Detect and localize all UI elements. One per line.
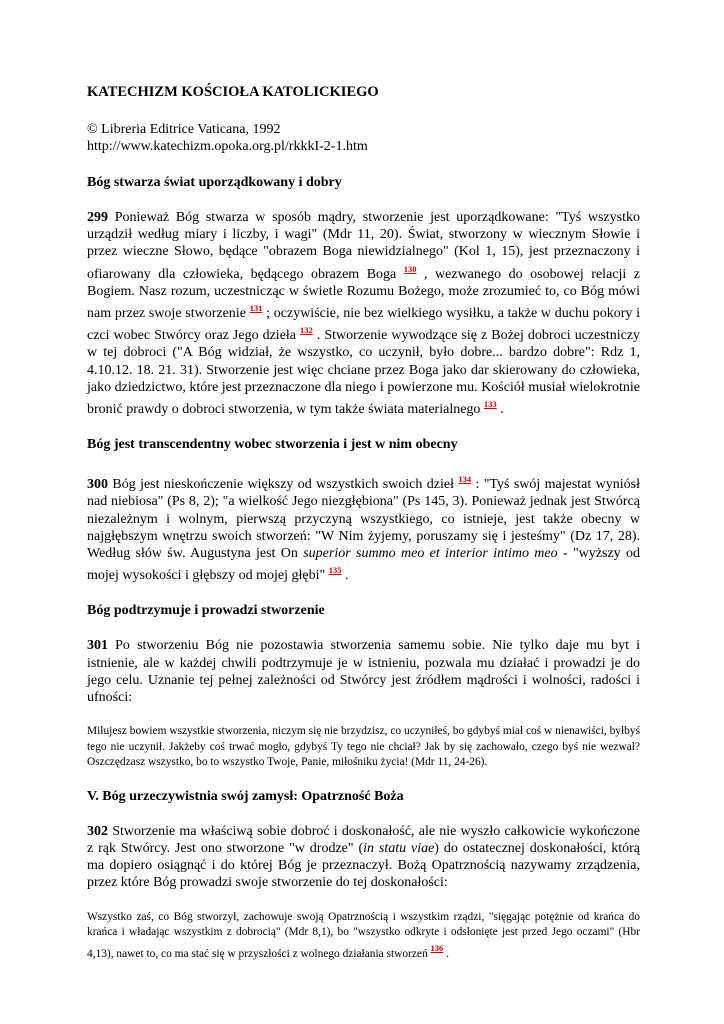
quote-text: Wszystko zaś, co Bóg stworzył, zachowuje swoją Opatrznością i wszystkim rządzi, "sięgając potężnie od krańca do krańca i władając wszystkim z dobrocią" (Mdr 8,1), bo "wszystko odkryte i odsłonięte jest przed Jego oczami" (Hbr 4,13), nawet to, co ma stać się w przyszłości z wolnego działania stworzeń bbox=[87, 910, 640, 960]
paragraph-text: ) do ostatecznej doskonałości, którą ma dopiero osiągnąć i do której Bóg je przeznaczył. Bożą Opatrznością nazywamy zrządzenia, przez które Bóg prowadzi swoje stworzenie do tej doskonałości: bbox=[87, 840, 640, 891]
footnote-link[interactable]: 135 bbox=[328, 565, 342, 576]
document-page bbox=[87, 83, 640, 979]
section-heading: Bóg podtrzymuje i prowadzi stworzenie bbox=[87, 603, 325, 619]
section-heading: Bóg stwarza świat uporządkowany i dobry bbox=[87, 175, 342, 190]
footnote-link[interactable]: 130 bbox=[403, 263, 417, 274]
paragraph-number: 301 bbox=[87, 638, 108, 654]
paragraph-number: 299 bbox=[87, 210, 108, 225]
paragraph-text: Ponieważ Bóg stwarza w sposób mądry, stworzenie jest uporządkowane: "Tyś wszystko urządził według miary i liczby, i wagi" (Mdr 11, 20). Świat, stworzony w wiecznym Słowie i przez wieczne Słowo, będące "obrazem Boga niewidzialnego" (Kol 1, 15), jest przeznaczony i ofiarowany dla człowieka, będącego obrazem Boga bbox=[87, 210, 640, 282]
footnote-link[interactable]: 134 bbox=[458, 474, 472, 485]
paragraph-text: : "Tyś swój majestat wyniósł nad niebiosa" (Ps 8, 2); "a wielkość Jego niezgłębiona" (Ps 145, 3). Ponieważ jednak jest Stwórcą niezależnym i wolnym, pierwszą przyczyną wszystkiego, co istnieje, jest także obecny w najgłębszym wnętrzu swoich stworzeń: "W Nim żyjemy, poruszamy się i jesteśmy" (Dz 17, 28). Według słów św. Augustyna jest On bbox=[87, 477, 640, 562]
footnote-link[interactable]: 133 bbox=[483, 399, 497, 410]
scripture-quote: Miłujesz bowiem wszystkie stworzenia, niczym się nie brzydzisz, co uczyniłeś, bo gdybyś miał coś w nienawiści, byłbyś tego nie uczynił. Jakżeby coś trwać mogło, gdybyś Ty tego nie chciał? Jak by się zachowało, czego byś nie wezwał? Oszczędzasz wszystko, bo to wszystko Twoje, Panie, miłośniku życia! (Mdr 11, 24-26). bbox=[87, 725, 640, 769]
section-heading: V. Bóg urzeczywistnia swój zamysł: Opatrzność Boża bbox=[87, 788, 404, 804]
footnote-link[interactable]: 132 bbox=[300, 325, 313, 336]
source-url[interactable]: http://www.katechizm.opoka.org.pl/rkkkI-2-1.htm bbox=[87, 139, 368, 154]
paragraph-text: . bbox=[496, 402, 504, 418]
paragraph-302 bbox=[87, 823, 640, 892]
document-title: KATECHIZM KOŚCIOŁA KATOLICKIEGO bbox=[87, 84, 379, 100]
paragraph-text: . Stworzenie wywodzące się z Bożej dobroci uczestniczy w tej dobroci ("A Bóg widział, że wszystko, co uczynił, było dobre... bardzo dobre": Rdz 1, 4.10.12. 18. 21. 31). Stworzenie jest więc chciane przez Boga jako dar skierowany do człowieka, jako dziedzictwo, które jest przeznaczone dla niego i powierzone mu. Kościół musiał wielokrotnie bronić prawdy o dobroci stworzenia, w tym także świata materialnego bbox=[87, 328, 641, 418]
paragraph-text: Bóg jest nieskończenie większy od wszystkich swoich dzieł bbox=[108, 477, 459, 493]
paragraph-text: - "wyższy od mojej wysokości i głębszy od mojej głębi" bbox=[87, 546, 640, 584]
latin-phrase: in statu viae bbox=[363, 840, 435, 856]
paragraph-300 bbox=[87, 471, 640, 584]
paragraph-299 bbox=[87, 209, 640, 418]
quote-text: . bbox=[443, 947, 449, 960]
paragraph-text: Po stworzeniu Bóg nie pozostawia stworzenia samemu sobie. Nie tylko daje mu byt i istnienie, ale w każdej chwili podtrzymuje je w istnieniu, pozwala mu działać i prowadzi je do jego celu. Uznanie tej pełnej zależności od Stwórcy jest źródłem mądrości i wolności, radości i ufności: bbox=[87, 638, 640, 706]
paragraph-text: Stworzenie ma właściwą sobie dobroć i doskonałość, ale nie wyszło całkowicie wykończone z rąk Stwórcy. Jest ono stworzone "w drodze" ( bbox=[87, 823, 640, 856]
paragraph-number: 300 bbox=[87, 477, 108, 493]
copyright-line: © Libreria Editrice Vaticana, 1992 bbox=[87, 122, 281, 137]
footnote-link[interactable]: 131 bbox=[249, 303, 263, 314]
paragraph-text: , wezwanego do osobowej relacji z Bogiem. Nasz rozum, uczestnicząc w świetle Rozumu Bożego, może zrozumieć to, co Bóg mówi nam przez swoje stworzenie bbox=[87, 266, 640, 322]
footnote-link[interactable]: 136 bbox=[430, 942, 444, 953]
paragraph-text: . bbox=[341, 568, 349, 584]
section-heading: Bóg jest transcendentny wobec stworzenia i jest w nim obecny bbox=[87, 437, 458, 453]
paragraph-text: ; oczywiście, nie bez wielkiego wysiłku, a także w duchu pokory i czci wobec Stwórcy oraz Jego dzieła bbox=[87, 306, 640, 344]
paragraph-number: 302 bbox=[87, 823, 108, 839]
latin-quote: superior summo meo et interior intimo meo bbox=[303, 546, 558, 562]
source-info bbox=[87, 121, 640, 155]
scripture-quote bbox=[87, 910, 640, 963]
paragraph-301 bbox=[87, 637, 640, 706]
